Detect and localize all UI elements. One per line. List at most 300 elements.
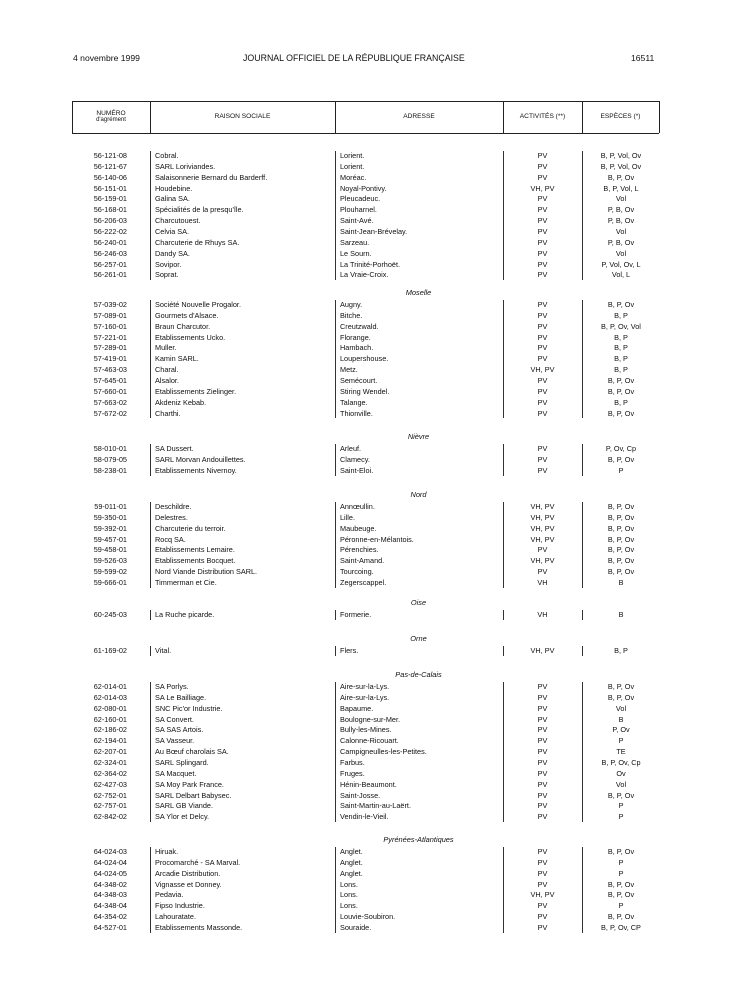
raison-sociale: Soprat.	[155, 270, 179, 280]
table-row	[0, 299, 731, 310]
activites: PV	[537, 408, 548, 418]
adresse: Lille.	[340, 512, 356, 522]
especes: B, P	[614, 332, 628, 342]
column-separator-mark	[335, 610, 336, 620]
activites: VH, PV	[530, 556, 555, 566]
raison-sociale: Cobral.	[155, 151, 179, 160]
activites: PV	[537, 757, 548, 767]
adresse: Arleuf.	[340, 444, 362, 453]
agrement-number: 64-024-04	[93, 857, 127, 867]
activites: PV	[537, 714, 548, 724]
especes: B, P, Ov	[607, 502, 635, 511]
table-row	[0, 879, 731, 890]
table-row	[0, 375, 731, 386]
adresse: Pérenchies.	[340, 545, 379, 555]
table-row	[0, 172, 731, 183]
activites: PV	[537, 237, 548, 247]
raison-sociale: Arcadie Distribution.	[155, 868, 221, 878]
agrement-number: 57-645-01	[93, 375, 127, 385]
activites: PV	[537, 567, 548, 577]
raison-sociale: Dandy SA.	[155, 248, 190, 258]
raison-sociale: SA Ylor et Delcy.	[155, 812, 210, 822]
page-number: 16511	[631, 53, 655, 63]
agrement-number: 59-526-03	[93, 556, 127, 566]
column-separator-mark	[503, 610, 504, 620]
especes: B, P, Vol, L	[603, 183, 639, 193]
table-header-rule	[72, 133, 659, 134]
raison-sociale: Deschildre.	[155, 502, 192, 511]
especes: B, P, Ov	[607, 556, 635, 566]
adresse: Aire-sur-la-Lys.	[340, 692, 390, 702]
especes: B, P, Ov	[607, 386, 635, 396]
activites: VH	[537, 577, 548, 587]
table-row	[0, 811, 731, 822]
especes: B, P, Ov	[607, 692, 635, 702]
table-row	[0, 857, 731, 868]
column-separator-mark	[150, 151, 151, 280]
activites: PV	[537, 922, 548, 932]
activites: PV	[537, 868, 548, 878]
agrement-number: 62-014-03	[93, 692, 127, 702]
raison-sociale: SNC Pic'or Industrie.	[155, 703, 223, 713]
numero-header-line1: NUMÉRO	[96, 109, 126, 117]
especes: P	[618, 857, 624, 867]
activites: PV	[537, 703, 548, 713]
especes: B, P	[614, 343, 628, 353]
activites: PV	[537, 321, 548, 331]
raison-sociale: SARL Morvan Andouillettes.	[155, 454, 246, 464]
activites: PV	[537, 912, 548, 922]
section-heading: Orne	[410, 634, 427, 643]
activites: VH, PV	[530, 534, 555, 544]
adresse: Bully-les-Mines.	[340, 725, 392, 735]
raison-sociale: Société Nouvelle Progalor.	[155, 300, 241, 309]
especes: P, B, Ov	[607, 216, 635, 226]
especes: B, P, Vol, Ov	[600, 151, 642, 160]
adresse: Farbus.	[340, 757, 365, 767]
activites: PV	[537, 310, 548, 320]
adresse: Talange.	[340, 397, 368, 407]
agrement-number: 59-392-01	[93, 523, 127, 533]
agrement-number: 62-194-01	[93, 736, 127, 746]
column-separator-mark	[150, 444, 151, 476]
column-header-especes: ESPÈCES (*)	[600, 113, 641, 121]
agrement-number: 62-186-02	[93, 725, 127, 735]
column-separator-mark	[582, 300, 583, 418]
especes: B, P, Ov	[607, 790, 635, 800]
raison-sociale: Etablissements Bocquet.	[155, 556, 236, 566]
adresse: Formerie.	[340, 610, 372, 619]
agrement-number: 57-039-02	[93, 300, 127, 309]
column-separator-mark	[335, 502, 336, 588]
table-row	[0, 681, 731, 692]
raison-sociale: Salaisonnerie Bernard du Barderff.	[155, 172, 268, 182]
journal-title: JOURNAL OFFICIEL DE LA RÉPUBLIQUE FRANÇAISE	[243, 53, 465, 63]
table-row	[0, 454, 731, 465]
agrement-number: 56-246-03	[93, 248, 127, 258]
table-row	[0, 342, 731, 353]
activites: PV	[537, 151, 548, 160]
especes: Vol	[615, 194, 627, 204]
activites: PV	[537, 259, 548, 269]
raison-sociale: Charcuterie du terroir.	[155, 523, 226, 533]
adresse: Stiring Wendel.	[340, 386, 390, 396]
section-heading: Pas-de-Calais	[395, 670, 442, 679]
adresse: Anglet.	[340, 868, 363, 878]
table-row	[0, 922, 731, 933]
raison-sociale: Spécialités de la presqu'île.	[155, 205, 244, 215]
page-date: 4 novembre 1999	[73, 53, 140, 63]
agrement-number: 62-014-01	[93, 682, 127, 691]
especes: B, P, Ov	[607, 172, 635, 182]
raison-sociale: SA Porlys.	[155, 682, 189, 691]
agrement-number: 56-151-01	[93, 183, 127, 193]
adresse: Péronne-en-Mélantois.	[340, 534, 414, 544]
raison-sociale: Charcutouest.	[155, 216, 201, 226]
raison-sociale: Pedavia.	[155, 890, 184, 900]
agrement-number: 58-079-05	[93, 454, 127, 464]
table-row	[0, 790, 731, 801]
adresse: Loupershouse.	[340, 354, 389, 364]
adresse: Florange.	[340, 332, 371, 342]
table-row	[0, 577, 731, 588]
table-row	[0, 364, 731, 375]
activites: PV	[537, 454, 548, 464]
especes: P	[618, 736, 624, 746]
raison-sociale: SARL Loriviandes.	[155, 161, 216, 171]
column-separator-mark	[503, 444, 504, 476]
activites: VH, PV	[530, 502, 555, 511]
raison-sociale: SARL Delbart Babysec.	[155, 790, 232, 800]
agrement-number: 62-207-01	[93, 747, 127, 757]
especes: Ov	[616, 768, 626, 778]
activites: PV	[537, 682, 548, 691]
adresse: Moréac.	[340, 172, 367, 182]
especes: P	[618, 812, 624, 822]
table-row	[0, 889, 731, 900]
raison-sociale: Rocq SA.	[155, 534, 186, 544]
table-row	[0, 408, 731, 419]
raison-sociale: Etablissements Nivernoy.	[155, 465, 237, 475]
especes: P	[618, 801, 624, 811]
activites: PV	[537, 397, 548, 407]
raison-sociale: Vignasse et Donney.	[155, 879, 222, 889]
column-separator-mark	[150, 300, 151, 418]
adresse: Fruges.	[340, 768, 365, 778]
especes: B, P, Ov	[607, 512, 635, 522]
table-row	[0, 512, 731, 523]
adresse: Saint-Jean-Brévelay.	[340, 226, 408, 236]
table-row	[0, 161, 731, 172]
table-row	[0, 386, 731, 397]
activites: VH, PV	[530, 890, 555, 900]
especes: B	[618, 610, 624, 619]
especes: P, B, Ov	[607, 237, 635, 247]
raison-sociale: Kamin SARL.	[155, 354, 199, 364]
activites: PV	[537, 444, 548, 453]
table-border-right	[659, 101, 660, 133]
column-header-activites: ACTIVITÉS (**)	[519, 113, 566, 121]
especes: B, P	[614, 365, 628, 375]
raison-sociale: Delestres.	[155, 512, 188, 522]
section-heading: Pyrénées-Atlantiques	[383, 835, 454, 844]
especes: P, Vol, Ov, L	[601, 259, 641, 269]
column-separator-mark	[503, 300, 504, 418]
especes: B, P, Ov	[607, 454, 635, 464]
column-header-raison-sociale: RAISON SOCIALE	[214, 113, 271, 121]
raison-sociale: Timmerman et Cie.	[155, 577, 217, 587]
activites: PV	[537, 194, 548, 204]
table-row	[0, 310, 731, 321]
agrement-number: 64-354-02	[93, 912, 127, 922]
especes: P	[618, 901, 624, 911]
agrement-number: 64-348-02	[93, 879, 127, 889]
adresse: Lons.	[340, 890, 358, 900]
section-heading: Moselle	[405, 288, 432, 297]
raison-sociale: Muller.	[155, 343, 177, 353]
table-row	[0, 868, 731, 879]
column-separator-mark	[582, 444, 583, 476]
raison-sociale: Charcuterie de Rhuys SA.	[155, 237, 240, 247]
table-row	[0, 353, 731, 364]
column-separator-mark	[335, 444, 336, 476]
especes: B, P, Ov, Cp	[601, 757, 641, 767]
table-row	[0, 645, 731, 656]
adresse: La Vraie-Croix.	[340, 270, 389, 280]
agrement-number: 56-121-08	[93, 151, 127, 160]
especes: B, P, Ov	[607, 682, 635, 691]
especes: Vol	[615, 703, 627, 713]
raison-sociale: Etablissements Ucko.	[155, 332, 226, 342]
especes: P	[618, 868, 624, 878]
adresse: Aire-sur-la-Lys.	[340, 682, 390, 691]
agrement-number: 64-024-03	[93, 847, 127, 856]
especes: B, P, Ov	[607, 523, 635, 533]
especes: B, P, Ov	[607, 567, 635, 577]
table-row	[0, 332, 731, 343]
activites: PV	[537, 172, 548, 182]
raison-sociale: Etablissements Massonde.	[155, 922, 243, 932]
adresse: Saint-Martin-au-Laërt.	[340, 801, 411, 811]
adresse: Semécourt.	[340, 375, 378, 385]
adresse: La Trinité-Porhoët.	[340, 259, 401, 269]
agrement-number: 56-222-02	[93, 226, 127, 236]
table-row	[0, 692, 731, 703]
table-row	[0, 746, 731, 757]
activites: PV	[537, 879, 548, 889]
section-heading: Oise	[410, 598, 427, 607]
especes: B, P, Ov	[607, 847, 635, 856]
activites: VH, PV	[530, 183, 555, 193]
table-row	[0, 321, 731, 332]
activites: PV	[537, 248, 548, 258]
table-row	[0, 183, 731, 194]
column-separator-mark	[335, 646, 336, 656]
adresse: Lons.	[340, 879, 358, 889]
raison-sociale: Akdeniz Kebab.	[155, 397, 207, 407]
activites: PV	[537, 216, 548, 226]
table-row	[0, 237, 731, 248]
adresse: Anglet.	[340, 847, 363, 856]
especes: P, Ov	[612, 725, 630, 735]
agrement-number: 62-324-01	[93, 757, 127, 767]
agrement-number: 59-599-02	[93, 567, 127, 577]
table-row	[0, 150, 731, 161]
agrement-number: 60-245-03	[93, 610, 127, 619]
table-row	[0, 443, 731, 454]
table-row	[0, 768, 731, 779]
table-row	[0, 226, 731, 237]
raison-sociale: SA Dussert.	[155, 444, 194, 453]
especes: P, B, Ov	[607, 205, 635, 215]
table-row	[0, 397, 731, 408]
raison-sociale: Charal.	[155, 365, 179, 375]
adresse: Zegerscappel.	[340, 577, 387, 587]
activites: PV	[537, 332, 548, 342]
activites: PV	[537, 790, 548, 800]
column-separator-mark	[503, 502, 504, 588]
raison-sociale: Nord Viande Distribution SARL.	[155, 567, 258, 577]
table-row	[0, 703, 731, 714]
adresse: Pleucadeuc.	[340, 194, 381, 204]
agrement-number: 57-289-01	[93, 343, 127, 353]
column-separator-mark	[150, 502, 151, 588]
especes: B, P, Ov, Vol	[601, 321, 641, 331]
table-row	[0, 523, 731, 534]
table-row	[0, 555, 731, 566]
raison-sociale: SA SAS Artois.	[155, 725, 204, 735]
raison-sociale: Etablissements Lemaire.	[155, 545, 235, 555]
agrement-number: 64-348-03	[93, 890, 127, 900]
especes: B, P, Ov, CP	[601, 922, 641, 932]
agrement-number: 58-010-01	[93, 444, 127, 453]
activites: VH, PV	[530, 523, 555, 533]
adresse: Bapaume.	[340, 703, 374, 713]
agrement-number: 62-364-02	[93, 768, 127, 778]
especes: B, P, Vol, Ov	[600, 161, 642, 171]
column-header-numero	[72, 101, 150, 133]
table-row	[0, 609, 731, 620]
column-separator-mark	[503, 682, 504, 822]
agrement-number: 59-457-01	[93, 534, 127, 544]
especes: B, P, Ov	[607, 408, 635, 418]
activites: PV	[537, 205, 548, 215]
activites: PV	[537, 354, 548, 364]
raison-sociale: Lahouratate.	[155, 912, 196, 922]
raison-sociale: SARL Splingard.	[155, 757, 209, 767]
column-separator-mark	[150, 610, 151, 620]
adresse: Tourcoing.	[340, 567, 374, 577]
especes: P, Ov, Cp	[605, 444, 637, 453]
activites: PV	[537, 736, 548, 746]
adresse: Saint-Eloi.	[340, 465, 374, 475]
column-header-adresse: ADRESSE	[403, 113, 435, 121]
activites: VH, PV	[530, 646, 555, 655]
table-row	[0, 779, 731, 790]
raison-sociale: Alsalor.	[155, 375, 179, 385]
especes: B	[618, 577, 624, 587]
table-row	[0, 193, 731, 204]
raison-sociale: SA Convert.	[155, 714, 194, 724]
especes: B	[618, 714, 624, 724]
adresse: Maubeuge.	[340, 523, 377, 533]
adresse: Saint-Amand.	[340, 556, 385, 566]
table-row	[0, 566, 731, 577]
table-row	[0, 757, 731, 768]
adresse: Le Sourn.	[340, 248, 372, 258]
section-heading: Nord	[410, 490, 427, 499]
especes: B, P	[614, 310, 628, 320]
agrement-number: 64-348-04	[93, 901, 127, 911]
agrement-number: 58-238-01	[93, 465, 127, 475]
activites: PV	[537, 857, 548, 867]
agrement-number: 56-257-01	[93, 259, 127, 269]
agrement-number: 56-121-67	[93, 161, 127, 171]
agrement-number: 64-024-05	[93, 868, 127, 878]
agrement-number: 56-240-01	[93, 237, 127, 247]
adresse: Creutzwald.	[340, 321, 379, 331]
agrement-number: 62-752-01	[93, 790, 127, 800]
column-separator-mark	[582, 682, 583, 822]
especes: B, P, Ov	[607, 300, 635, 309]
activites: VH	[537, 610, 548, 619]
especes: B, P, Ov	[607, 912, 635, 922]
activites: PV	[537, 375, 548, 385]
adresse: Souraide.	[340, 922, 372, 932]
raison-sociale: Hiruak.	[155, 847, 179, 856]
adresse: Campigneulles-les-Petites.	[340, 747, 427, 757]
activites: PV	[537, 226, 548, 236]
adresse: Flers.	[340, 646, 359, 655]
table-row	[0, 800, 731, 811]
raison-sociale: SA Macquet.	[155, 768, 197, 778]
activites: PV	[537, 545, 548, 555]
activites: PV	[537, 801, 548, 811]
adresse: Hénin-Beaumont.	[340, 779, 397, 789]
agrement-number: 57-419-01	[93, 354, 127, 364]
activites: PV	[537, 692, 548, 702]
agrement-number: 56-168-01	[93, 205, 127, 215]
raison-sociale: Celvia SA.	[155, 226, 190, 236]
raison-sociale: SA Le Bailliage.	[155, 692, 207, 702]
activites: PV	[537, 386, 548, 396]
column-separator-mark	[503, 646, 504, 656]
especes: B, P	[614, 646, 628, 655]
table-row	[0, 724, 731, 735]
adresse: Vendin-le-Vieil.	[340, 812, 389, 822]
adresse: Sarzeau.	[340, 237, 370, 247]
agrement-number: 59-350-01	[93, 512, 127, 522]
column-separator-mark	[582, 502, 583, 588]
table-row	[0, 534, 731, 545]
table-row	[0, 248, 731, 259]
adresse: Saint-Avé.	[340, 216, 374, 226]
especes: TE	[616, 747, 626, 757]
agrement-number: 57-160-01	[93, 321, 127, 331]
especes: P	[618, 465, 624, 475]
adresse: Metz.	[340, 365, 358, 375]
column-separator-mark	[150, 646, 151, 656]
table-row	[0, 846, 731, 857]
adresse: Anglet.	[340, 857, 363, 867]
adresse: Hambach.	[340, 343, 374, 353]
table-row	[0, 269, 731, 280]
raison-sociale: Braun Charcutor.	[155, 321, 211, 331]
raison-sociale: Etablissements Zielinger.	[155, 386, 237, 396]
table-row	[0, 204, 731, 215]
raison-sociale: Sovipor.	[155, 259, 182, 269]
activites: PV	[537, 161, 548, 171]
